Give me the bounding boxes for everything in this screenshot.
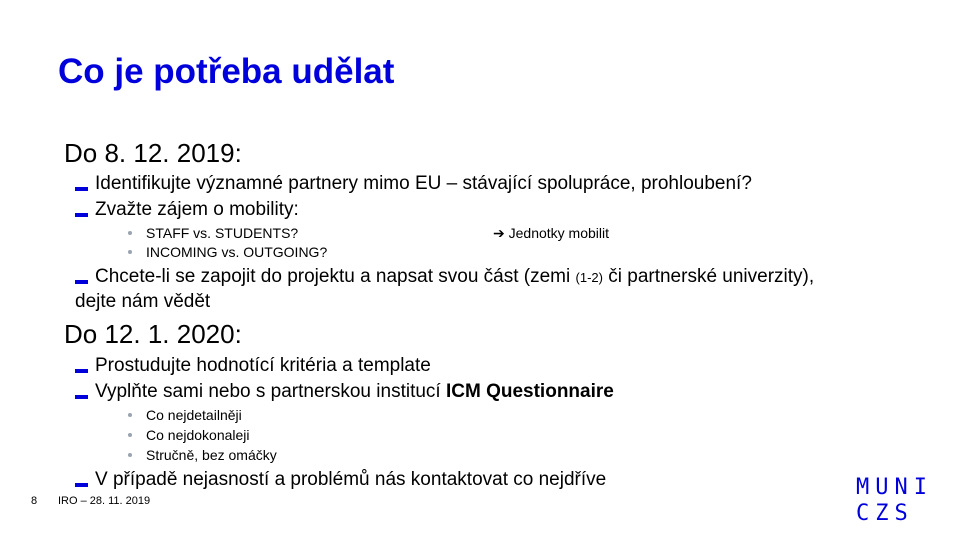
bullet-bold-text: ICM Questionnaire [445, 381, 614, 402]
bullet-item [75, 198, 299, 222]
dot-bullet-icon [128, 413, 132, 417]
sub-bullet-item [128, 406, 242, 424]
sub-bullet-item [128, 224, 298, 242]
bullet-text: V případě nejasností a problémů nás kontaktovat co nejdříve [95, 469, 607, 490]
slide-title: Co je potřeba udělat [58, 52, 395, 91]
dash-bullet-icon [75, 483, 88, 487]
dot-bullet-icon [128, 433, 132, 437]
section-heading-2: Do 12. 1. 2020: [64, 319, 242, 349]
sub-bullet-text: Stručně, bez omáčky [146, 447, 277, 463]
bullet-item [75, 172, 752, 196]
bullet-text-part: či partnerské univerzity), dejte nám vědět [75, 266, 815, 312]
page-number: 8 [31, 495, 38, 507]
dash-bullet-icon [75, 369, 88, 373]
bullet-item [75, 354, 431, 378]
dash-bullet-icon [75, 187, 88, 191]
dot-bullet-icon [128, 453, 132, 457]
bullet-text: Prostudujte hodnotící kritéria a template [95, 355, 431, 376]
bullet-item [75, 265, 835, 314]
dash-bullet-icon [75, 395, 88, 399]
logo-line-2: CZS [856, 501, 914, 526]
logo-line-1: MUNI [856, 475, 933, 500]
bullet-text: Vyplňte sami nebo s partnerskou institucí [95, 381, 446, 402]
section-heading-1: Do 8. 12. 2019: [64, 138, 242, 168]
dash-bullet-icon [75, 280, 88, 284]
note-text: Jednotky mobilit [504, 225, 610, 241]
sub-bullet-item [128, 426, 250, 444]
sub-bullet-text: INCOMING vs. OUTGOING? [146, 244, 328, 260]
bullet-text: Chcete-li se zapojit do projektu a napsat svou část (zemi [95, 266, 576, 287]
bullet-item [75, 380, 614, 404]
bullet-text: Zvažte zájem o mobility: [95, 199, 299, 220]
footer-text: IRO – 28. 11. 2019 [58, 495, 151, 507]
mobility-units-note [493, 225, 609, 242]
bullet-item [75, 468, 606, 492]
arrow-right-icon: ➔ [493, 225, 505, 241]
dot-bullet-icon [128, 250, 132, 254]
bullet-text: Identifikujte významné partnery mimo EU – stávající spolupráce, prohloubení? [95, 173, 752, 194]
dash-bullet-icon [75, 213, 88, 217]
dot-bullet-icon [128, 231, 132, 235]
sub-bullet-text: Co nejdokonaleji [146, 427, 250, 443]
sub-bullet-text: STAFF vs. STUDENTS? [146, 225, 299, 241]
sub-bullet-text: Co nejdetailněji [146, 407, 242, 423]
sub-bullet-item [128, 446, 277, 464]
sub-bullet-item [128, 243, 327, 261]
muni-logo [856, 475, 933, 527]
bullet-small-text: (1-2) [575, 270, 603, 285]
